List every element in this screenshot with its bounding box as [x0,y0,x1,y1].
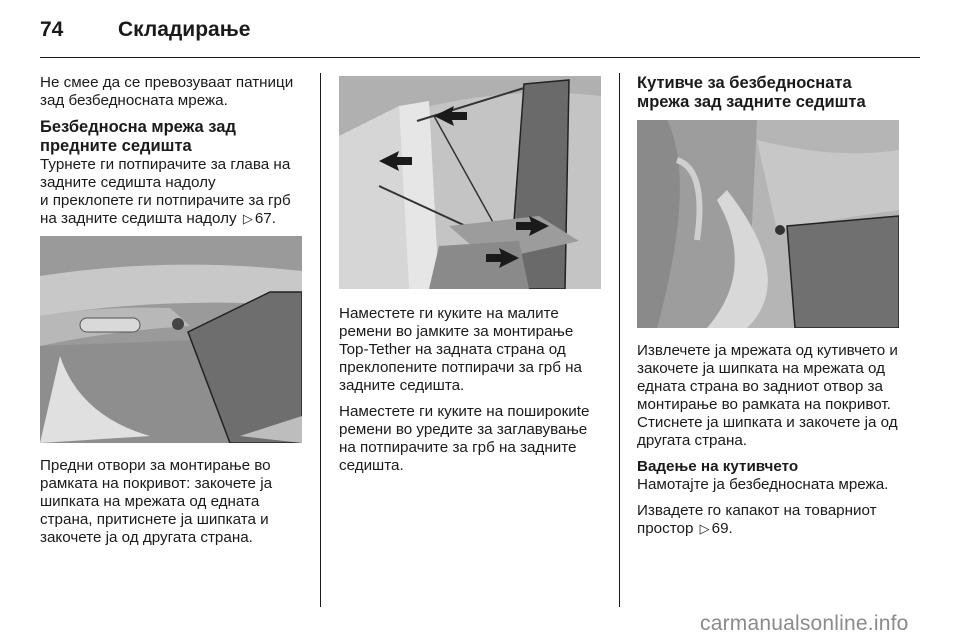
page-reference: 67. [254,210,276,227]
subheading: Вадење на кутивчето [637,458,799,475]
page-number: 74 [40,18,64,41]
roof-mounting-illustration [40,236,302,443]
column-divider [320,73,321,607]
watermark: carmanualsonline.info [700,612,909,635]
column-divider [619,73,620,607]
section-heading: Кутивче за безбедносната мрежа зад задните седишта [637,74,866,111]
column-middle [339,74,603,483]
paragraph: Намотајте ја безбедносната мрежа. [637,476,889,493]
paragraph [637,502,902,538]
reference-arrow-icon: ▷ [699,521,710,536]
page-header [40,12,920,58]
net-cassette-illustration [637,120,899,328]
paragraph: Турнете ги потпирачите за глава на задните седишта надолу [40,156,291,191]
paragraph: Наместете ги куките на поширокиte ремени во уредите за заглавување на потпирачите за грб на задните седишта. [339,403,590,474]
figure-roof-mounting [40,236,302,443]
section-heading: Безбедносна мрежа зад предните седишта [40,118,236,155]
paragraph [40,192,304,228]
page-title: Складирање [118,18,251,41]
figure-caption: Предни отвори за монтирање во рамката на покривот: закочете ја шипката на мрежата од едната страна, притиснете ја шипката и закочете ја од другата страна. [40,457,273,546]
figure-net-cassette [637,120,899,328]
paragraph-text: Извадете го капакот на товарниот простор [637,502,877,537]
top-tether-illustration [339,76,601,289]
column-right [637,74,902,546]
column-left [40,74,304,555]
paragraph: Извлечете ја мрежата од кутивчето и закочете ја шипката на мрежата од едната страна во задниот отвор за монтирање во рамката на покривот. Стиснете ја шипката и закочете ја од другата страна. [637,342,898,449]
figure-top-tether [339,76,601,289]
header-rule [40,57,920,58]
paragraph-text: и преклопете ги потпирачите за грб на задните седишта надолу [40,192,291,227]
paragraph: Наместете ги куките на малите ремени во јамките за монтирање Top-Tether на задната страна од преклопените потпирачи за грб на задните седишта. [339,305,582,394]
intro-paragraph: Не смее да се превозуваат патници зад безбедносната мрежа. [40,74,294,109]
reference-arrow-icon: ▷ [242,211,253,226]
page-reference: 69. [711,520,733,537]
